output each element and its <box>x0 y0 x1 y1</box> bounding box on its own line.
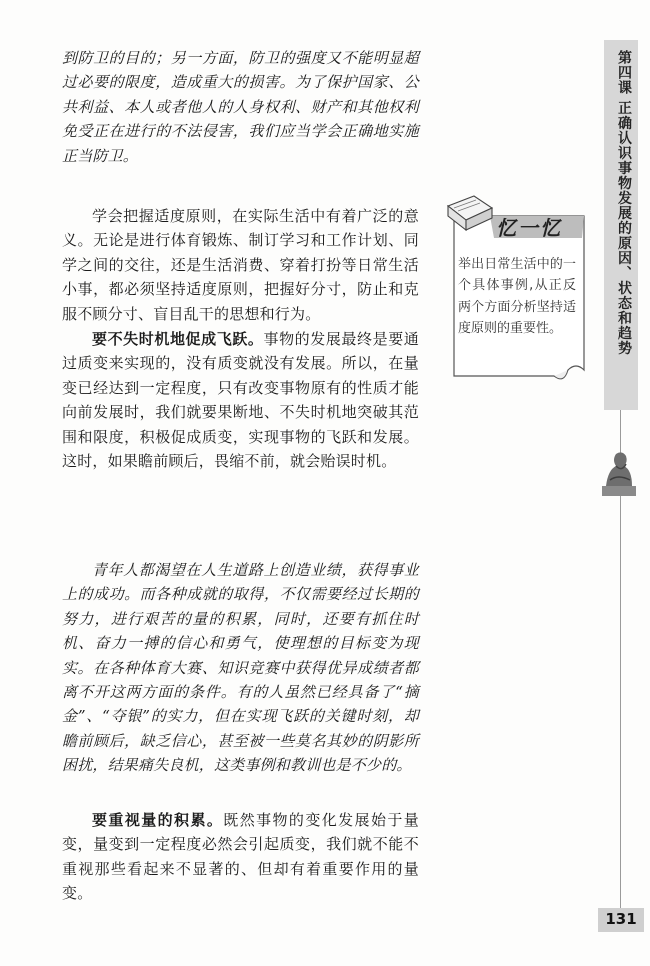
memo-body: 举出日常生活中的一个具体事例,从正反两个方面分析坚持适度原则的重要性。 <box>458 257 576 337</box>
paragraph-text <box>62 808 419 906</box>
paragraph-text: 学会把握适度原则，在实际生活中有着广泛的意义。无论是进行体育锻炼、制订学习和工作计划、同学之间的交往，还是生活消费、穿着打扮等日常生活小事，都必须坚持适度原则，把握好分寸，防止和克服不顾分寸、盲目乱干的思想和行为。 <box>62 207 419 323</box>
paragraph-youth <box>62 558 419 778</box>
paragraph-text <box>62 327 419 473</box>
paragraph-heading: 要重视量的积累。 <box>92 811 224 829</box>
memo-title: 忆一忆 <box>496 216 562 240</box>
paragraph-moderation <box>62 204 419 326</box>
paragraph-accumulation <box>62 808 419 906</box>
paragraph-heading: 要不失时机地促成飞跃。 <box>92 330 264 348</box>
paragraph-defense <box>62 46 419 168</box>
paragraph-body: 事物的发展最终是要通过质变来实现的，没有质变就没有发展。所以，在量变已经达到一定程度，只有改变事物原有的性质才能向前发展时，我们就要果断地、不失时机地突破其范围和限度，积极促成质变，实现事物的飞跃和发展。这时，如果瞻前顾后，畏缩不前，就会贻误时机。 <box>62 330 419 471</box>
paragraph-text: 青年人都渴望在人生道路上创造业绩，获得事业上的成功。而各种成就的取得，不仅需要经过长期的努力，进行艰苦的量的积累，同时，还要有抓住时机、奋力一搏的信心和勇气，使理想的目标变为现实。在各种体育大赛、知识竞赛中获得优异成绩者都离不开这两方面的条件。有的人虽然已经具备了“摘金”、“夺银”的实力，但在实现飞跃的关键时刻，却瞻前顾后，缺乏信心，甚至被一些莫名其妙的阴影所困扰，结果痛失良机，这类事例和教训也是不少的。 <box>62 561 419 775</box>
paragraph-text: 到防卫的目的；另一方面，防卫的强度又不能明显超过必要的限度，造成重大的损害。为了保护国家、公共利益、本人或者他人的人身权利、财产和其他权利免受正在进行的不法侵害，我们应当学会正确地实施正当防卫。 <box>62 49 419 165</box>
paragraph-leap <box>62 327 419 473</box>
page-number: 131 <box>605 910 637 928</box>
paragraph-body: 既然事物的变化发展始于量变，量变到一定程度必然会引起质变，我们就不能不重视那些看起来不显著的、但却有着重要作用的量变。 <box>62 811 419 903</box>
thinker-statue-icon <box>596 440 642 500</box>
chapter-title: 第四课 正确认识事物发展的原因、状态和趋势 <box>616 50 632 356</box>
